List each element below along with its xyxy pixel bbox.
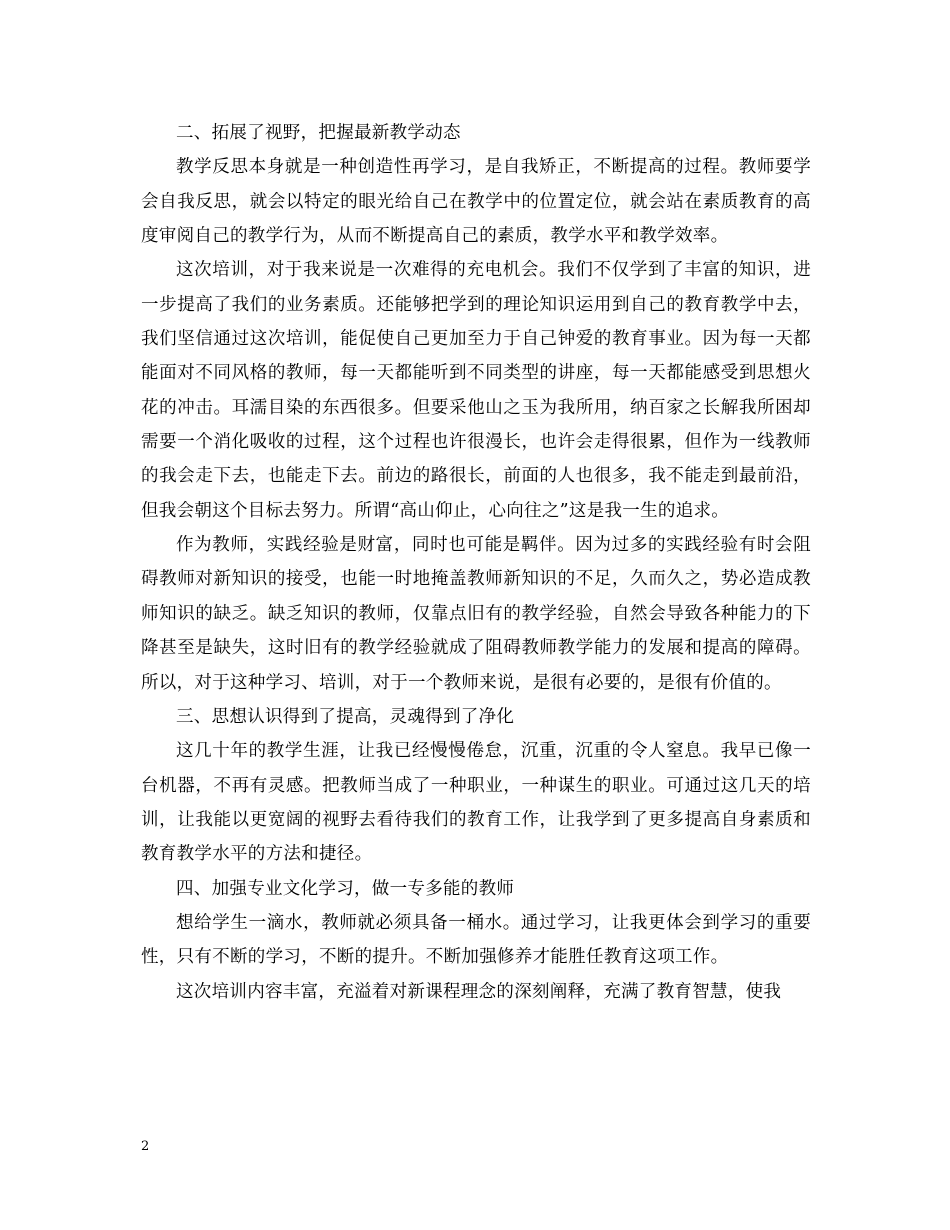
paragraph: 这次培训，对于我来说是一次难得的充电机会。我们不仅学到了丰富的知识，进一步提高了我们的业务素质。还能够把学到的理论知识运用到自己的教育教学中去，我们坚信通过这次培训，能促使自己更加至力于自己钟爱的教育事业。因为每一天都能面对不同风格的教师，每一天都能听到不同类型的讲座，每一天都能感受到思想火花的冲击。耳濡目染的东西很多。但要采他山之玉为我所用，纳百家之长解我所困却需要一个消化吸收的过程，这个过程也许很漫长，也许会走得很累，但作为一线教师的我会走下去，也能走下去。前边的路很长，前面的人也很多，我不能走到最前沿，但我会朝这个目标去努力。所谓“高山仰止，心向往之”这是我一生的追求。	[141, 260, 811, 521]
paragraph: 作为教师，实践经验是财富，同时也可能是羁伴。因为过多的实践经验有时会阻碍教师对新知识的接受，也能一时地掩盖教师新知识的不足，久而久之，势必造成教师知识的缺乏。缺乏知识的教师，仅靠点旧有的教学经验，自然会导致各种能力的下降甚至是缺失，这时旧有的教学经验就成了阻碍教师教学能力的发展和提高的障碍。所以，对于这种学习、培训，对于一个教师来说，是很有必要的，是很有价值的。	[141, 535, 811, 693]
section-heading-2: 二、拓展了视野，把握最新教学动态	[176, 123, 461, 143]
paragraph: 教学反思本身就是一种创造性再学习，是自我矫正，不断提高的过程。教师要学会自我反思，就会以特定的眼光给自己在教学中的位置定位，就会站在素质教育的高度审阅自己的教学行为，从而不断提高自己的素质，教学水平和教学效率。	[141, 157, 811, 247]
paragraph: 想给学生一滴水，教师就必须具备一桶水。通过学习，让我更体会到学习的重要性，只有不断的学习，不断的提升。不断加强修养才能胜任教育这项工作。	[141, 912, 811, 968]
document-body	[141, 116, 811, 1009]
section-heading-4: 四、加强专业文化学习，做一专多能的教师	[176, 878, 515, 899]
paragraph: 这次培训内容丰富，充溢着对新课程理念的深刻阐释，充满了教育智慧，使我	[176, 981, 782, 1002]
section-heading-3: 三、思想认识得到了提高，灵魂得到了净化	[176, 706, 515, 727]
page-number: 2	[141, 1139, 150, 1154]
paragraph: 这几十年的教学生涯，让我已经慢慢倦怠，沉重，沉重的令人窒息。我早已像一台机器，不再有灵感。把教师当成了一种职业，一种谋生的职业。可通过这几天的培训，让我能以更宽阔的视野去看待我们的教育工作，让我学到了更多提高自身素质和教育教学水平的方法和捷径。	[141, 741, 811, 865]
